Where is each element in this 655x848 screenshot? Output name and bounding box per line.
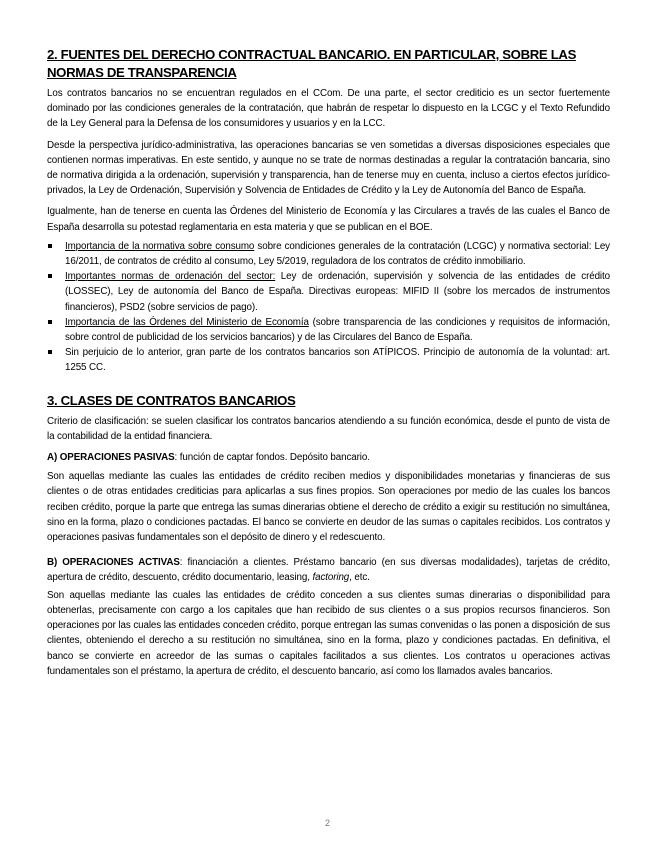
bullet-text: Ley de ordenación, supervisión y solvencia de las entidades de crédito (LOSSEC), Ley de autonomía del Banco de España. Directivas europeas: MIFID II (sobre los mercados de instrumentos financieros), PSD2 (sobre servicios de pago). — [65, 271, 610, 313]
active-operations-heading — [47, 555, 610, 585]
bullet-square-icon — [48, 350, 52, 354]
active-operations-summary-end: , etc. — [349, 572, 370, 584]
sources-bullet-list — [47, 239, 610, 376]
classification-criterion: Criterio de clasificación: se suelen clasificar los contratos bancarios atendiendo a su función económica, desde el punto de vista de la contabilidad de la entidad financiera. — [47, 415, 610, 442]
bullet-lead: Importancia de la normativa sobre consumo — [65, 240, 255, 252]
document-page — [47, 46, 610, 679]
section-2-title: 2. FUENTES DEL DERECHO CONTRACTUAL BANCARIO. EN PARTICULAR, SOBRE LAS NORMAS DE TRANSPARENCIA — [47, 47, 577, 80]
section-2-paragraph-1: Los contratos bancarios no se encuentran regulados en el CCom. De una parte, el sector crediticio es un sector fuertemente dominado por las condiciones generales de la contratación, que habrán de respetar lo dispuesto en la LCGC y el Texto Refundido de la Ley General para la Defensa de los consumidores y usuarios y en la LCC. — [47, 88, 610, 130]
bullet-item-ordenacion — [47, 269, 610, 315]
bullet-text: Sin perjuicio de lo anterior, gran parte de los contratos bancarios son ATÍPICOS. Principio de autonomía de la voluntad: art. 1255 CC. — [65, 347, 610, 374]
active-operations-summary: : financiación a clientes. Préstamo bancario (en sus diversas modalidades), tarjetas de crédito, apertura de crédito, descuento, crédito documentario, leasing, — [47, 557, 610, 584]
bullet-item-atipicos — [47, 345, 610, 375]
passive-operations-summary: : función de captar fondos. Depósito bancario. — [174, 452, 370, 464]
bullet-square-icon — [48, 244, 52, 248]
active-operations-label: B) OPERACIONES ACTIVAS — [47, 557, 180, 569]
bullet-item-ordenes — [47, 315, 610, 345]
passive-operations-heading — [47, 450, 610, 465]
section-3-title: 3. CLASES DE CONTRATOS BANCARIOS — [47, 392, 296, 408]
bullet-text: (sobre transparencia de las condiciones y requisitos de información, sobre control de publicidad de los servicios bancarios) y de las Circulares del Banco de España. — [65, 316, 610, 344]
bullet-square-icon — [48, 274, 52, 278]
passive-operations-label: A) OPERACIONES PASIVAS — [47, 452, 175, 464]
section-2-paragraph-3: Igualmente, han de tenerse en cuenta las Órdenes del Ministerio de Economía y las Circulares a través de las cuales el Banco de España desarrolla su potestad reglamentaria en esta materia y que se publican en el BOE. — [47, 206, 610, 233]
passive-operations-body: Son aquellas mediante las cuales las entidades de crédito reciben medios y disponibilidades monetarias y financieras de sus clientes o de otras entidades crediticias para aplicarlas a sus fines propios. Son operaciones por medio de las cuales los bancos reciben crédito, porque la parte que entrega las sumas dinerarias obtiene el derecho de crédito a exigir su restitución no simultánea, sino en la forma, plazo o condiciones pactadas. El banco se convierte en deudor de las sumas o capitales recibidos. Los contratos y operaciones pasivas fundamentales son el depósito de dinero y el redescuento. — [47, 471, 610, 544]
bullet-square-icon — [48, 320, 52, 324]
bullet-lead: Importancia de las Órdenes del Ministerio de Economía — [65, 316, 309, 328]
page-number: 2 — [324, 818, 330, 828]
active-operations-body: Son aquellas mediante las cuales las entidades de crédito conceden a sus clientes sumas dinerarias o disponibilidad para obtenerlas, precisamente con cargo a los capitales que han recibido de sus clientes o a sus propios recursos financieros. Son operaciones por las cuales las entidades conceden crédito, porque entregan las sumas convenidas o las ponen a disposición de sus clientes, obteniendo el derecho a su restitución no simultánea, sino en la forma, plazo y condiciones pactadas. En definitiva, el banco se convierte en acreedor de las sumas o capitales facilitados a sus clientes. Los contratos u operaciones activas fundamentales son el préstamo, la apertura de crédito, el descuento bancario, así como los llamados avales bancarios. — [47, 589, 610, 677]
bullet-item-consumo — [47, 239, 610, 269]
active-operations-italic: factoring — [312, 572, 350, 584]
bullet-lead: Importantes normas de ordenación del sector: — [65, 271, 276, 283]
bullet-text: sobre condiciones generales de la contratación (LCGC) y normativa sectorial: Ley 16/2011, de contratos de crédito al consumo, Ley 5/2019, reguladora de los contratos de crédito inmobiliario. — [65, 240, 610, 268]
section-2-paragraph-2: Desde la perspectiva jurídico-administrativa, las operaciones bancarias se ven sometidas a diversas disposiciones especiales que contienen normas imperativas. En este sentido, y aunque no se trate de normas destinadas a regular la contratación bancaria, sino de normativa dirigida a la ordenación, supervisión y transparencia, han de tenerse muy en cuenta, incluso a ciertos efectos jurídico-privados, la Ley de Ordenación, Supervisión y Solvencia de Entidades de Crédito y la Ley de Autonomía del Banco de España. — [47, 139, 610, 197]
